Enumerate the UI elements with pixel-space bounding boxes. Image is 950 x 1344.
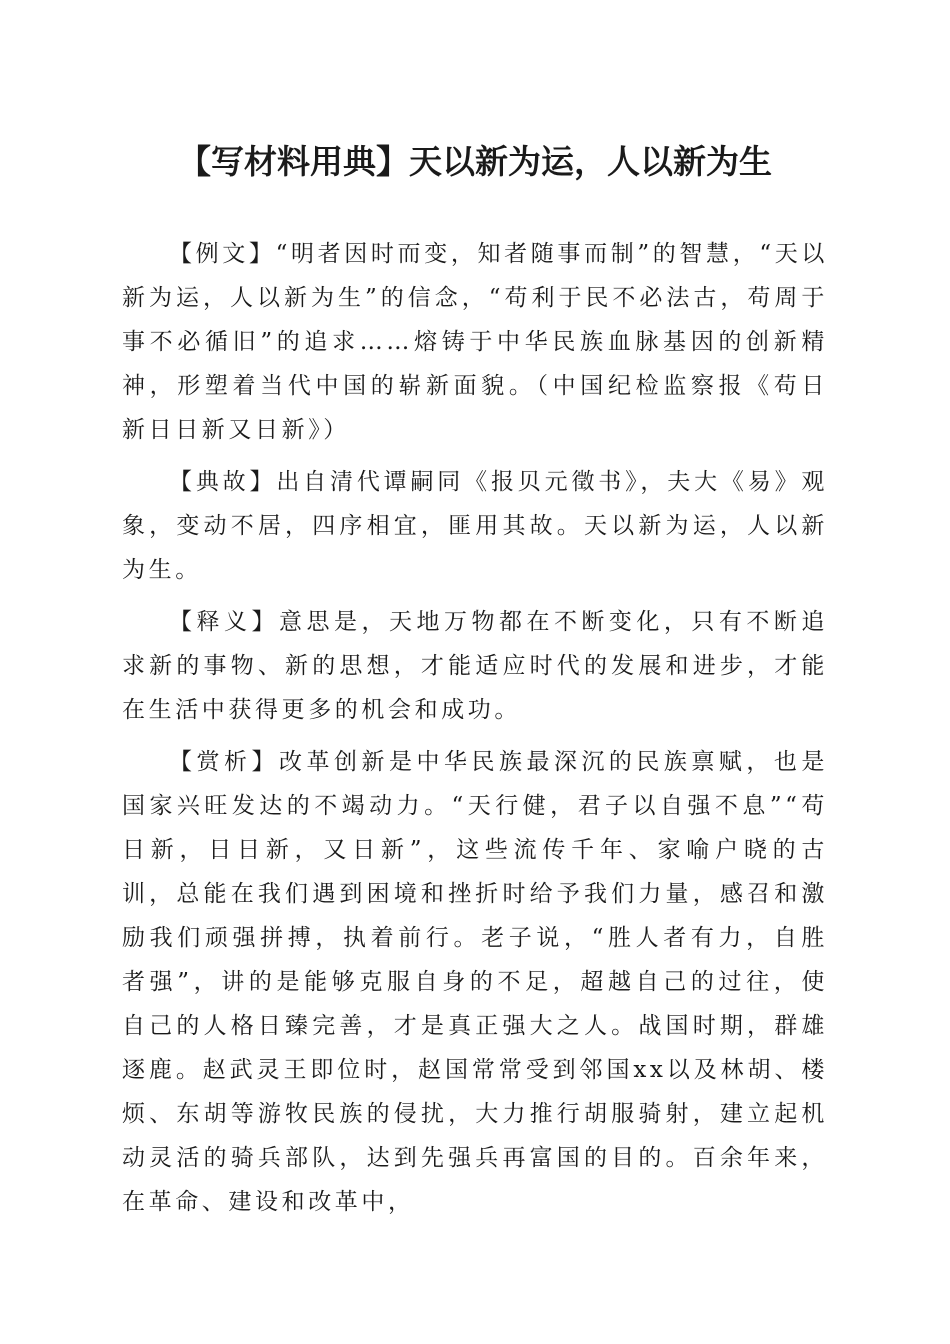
paragraph-appreciation [122,740,828,1224]
section-tag: 【例文】 [169,241,276,267]
paragraph-text: 出自清代谭嗣同《报贝元徵书》，夫大《易》观象，变动不居，四序相宜，匪用其故。天以新为运，人以新为生。 [122,469,828,583]
document-body [122,232,828,1232]
document-title: 【写材料用典】天以新为运，人以新为生 [178,142,772,181]
section-tag: 【释义】 [169,609,279,635]
section-tag: 【典故】 [169,469,277,495]
section-tag: 【赏析】 [169,749,279,775]
paragraph-example [122,232,828,452]
paragraph-text: 意思是，天地万物都在不断变化，只有不断追求新的事物、新的思想，才能适应时代的发展和进步，才能在生活中获得更多的机会和成功。 [122,609,828,723]
paragraph-meaning [122,600,828,732]
paragraph-text: 改革创新是中华民族最深沉的民族禀赋，也是国家兴旺发达的不竭动力。“天行健，君子以自强不息”“苟日新，日日新，又日新”，这些流传千年、家喻户晓的古训，总能在我们遇到困境和挫折时给予我们力量，感召和激励我们顽强拼搏，执着前行。老子说，“胜人者有力，自胜者强”，讲的是能够克服自身的不足，超越自己的过往，使自己的人格日臻完善，才是真正强大之人。战国时期，群雄逐鹿。赵武灵王即位时，赵国常常受到邻国xx以及林胡、楼烦、东胡等游牧民族的侵扰，大力推行胡服骑射，建立起机动灵活的骑兵部队，达到先强兵再富国的目的。百余年来，在革命、建设和改革中， [122,749,828,1215]
paragraph-text: “明者因时而变，知者随事而制”的智慧，“天以新为运，人以新为生”的信念，“苟利于民不必法古，苟周于事不必循旧”的追求……熔铸于中华民族血脉基因的创新精神，形塑着当代中国的崭新面貌。（中国纪检监察报《苟日新日日新又日新》） [122,241,828,443]
paragraph-allusion [122,460,828,592]
